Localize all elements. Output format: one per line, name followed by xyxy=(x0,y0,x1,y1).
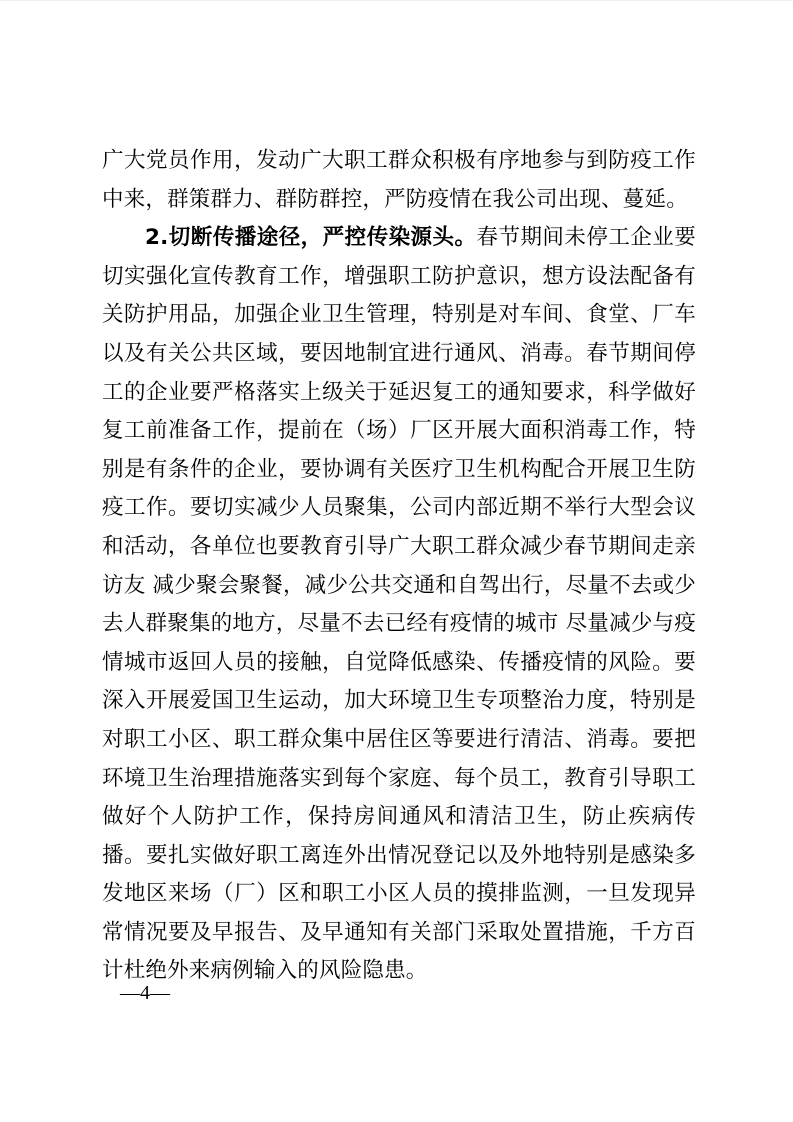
page-body-text xyxy=(102,142,696,991)
page-number: —4— xyxy=(120,982,170,1004)
paragraph-text: 春节期间未停工企业要切实强化宣传教育工作，增强职工防护意识，想方设法配备有关防护用品，加强企业卫生管理，特别是对车间、食堂、厂车以及有关公共区域，要因地制宜进行通风、消毒。春节期间停工的企业要严格落实上级关于延迟复工的通知要求，科学做好复工前准备工作，提前在（场）厂区开展大面积消毒工作，特别是有条件的企业，要协调有关医疗卫生机构配合开展卫生防疫工作。要切实减少人员聚集，公司内部近期不举行大型会议和活动，各单位也要教育引导广大职工群众减少春节期间走亲访友 减少聚会聚餐，减少公共交通和自驾出行，尽量不去或少去人群聚集的地方，尽量不去已经有疫情的城市 尽量减少与疫情城市返回人员的接触，自觉降低感染、传播疫情的风险。要深入开展爱国卫生运动，加大环境卫生专项整治力度，特别是对职工小区、职工群众集中居住区等要进行清洁、消毒。要把环境卫生治理措施落实到每个家庭、每个员工，教育引导职工做好个人防护工作，保持房间通风和清洁卫生，防止疾病传播。要扎实做好职工离连外出情况登记以及外地特别是感染多发地区来场（厂）区和职工小区人员的摸排监测，一旦发现异常情况要及早报告、及早通知有关部门采取处置措施，千方百计杜绝外来病例输入的风险隐患。 xyxy=(102,225,696,984)
paragraph-bold-lead: 2.切断传播途径，严控传染源头。 xyxy=(145,225,477,251)
paragraph-section-2 xyxy=(102,219,696,991)
paragraph-continuation xyxy=(102,142,696,219)
paragraph-text: 广大党员作用，发动广大职工群众积极有序地参与到防疫工作中来，群策群力、群防群控，严防疫情在我公司出现、蔓延。 xyxy=(102,148,696,212)
